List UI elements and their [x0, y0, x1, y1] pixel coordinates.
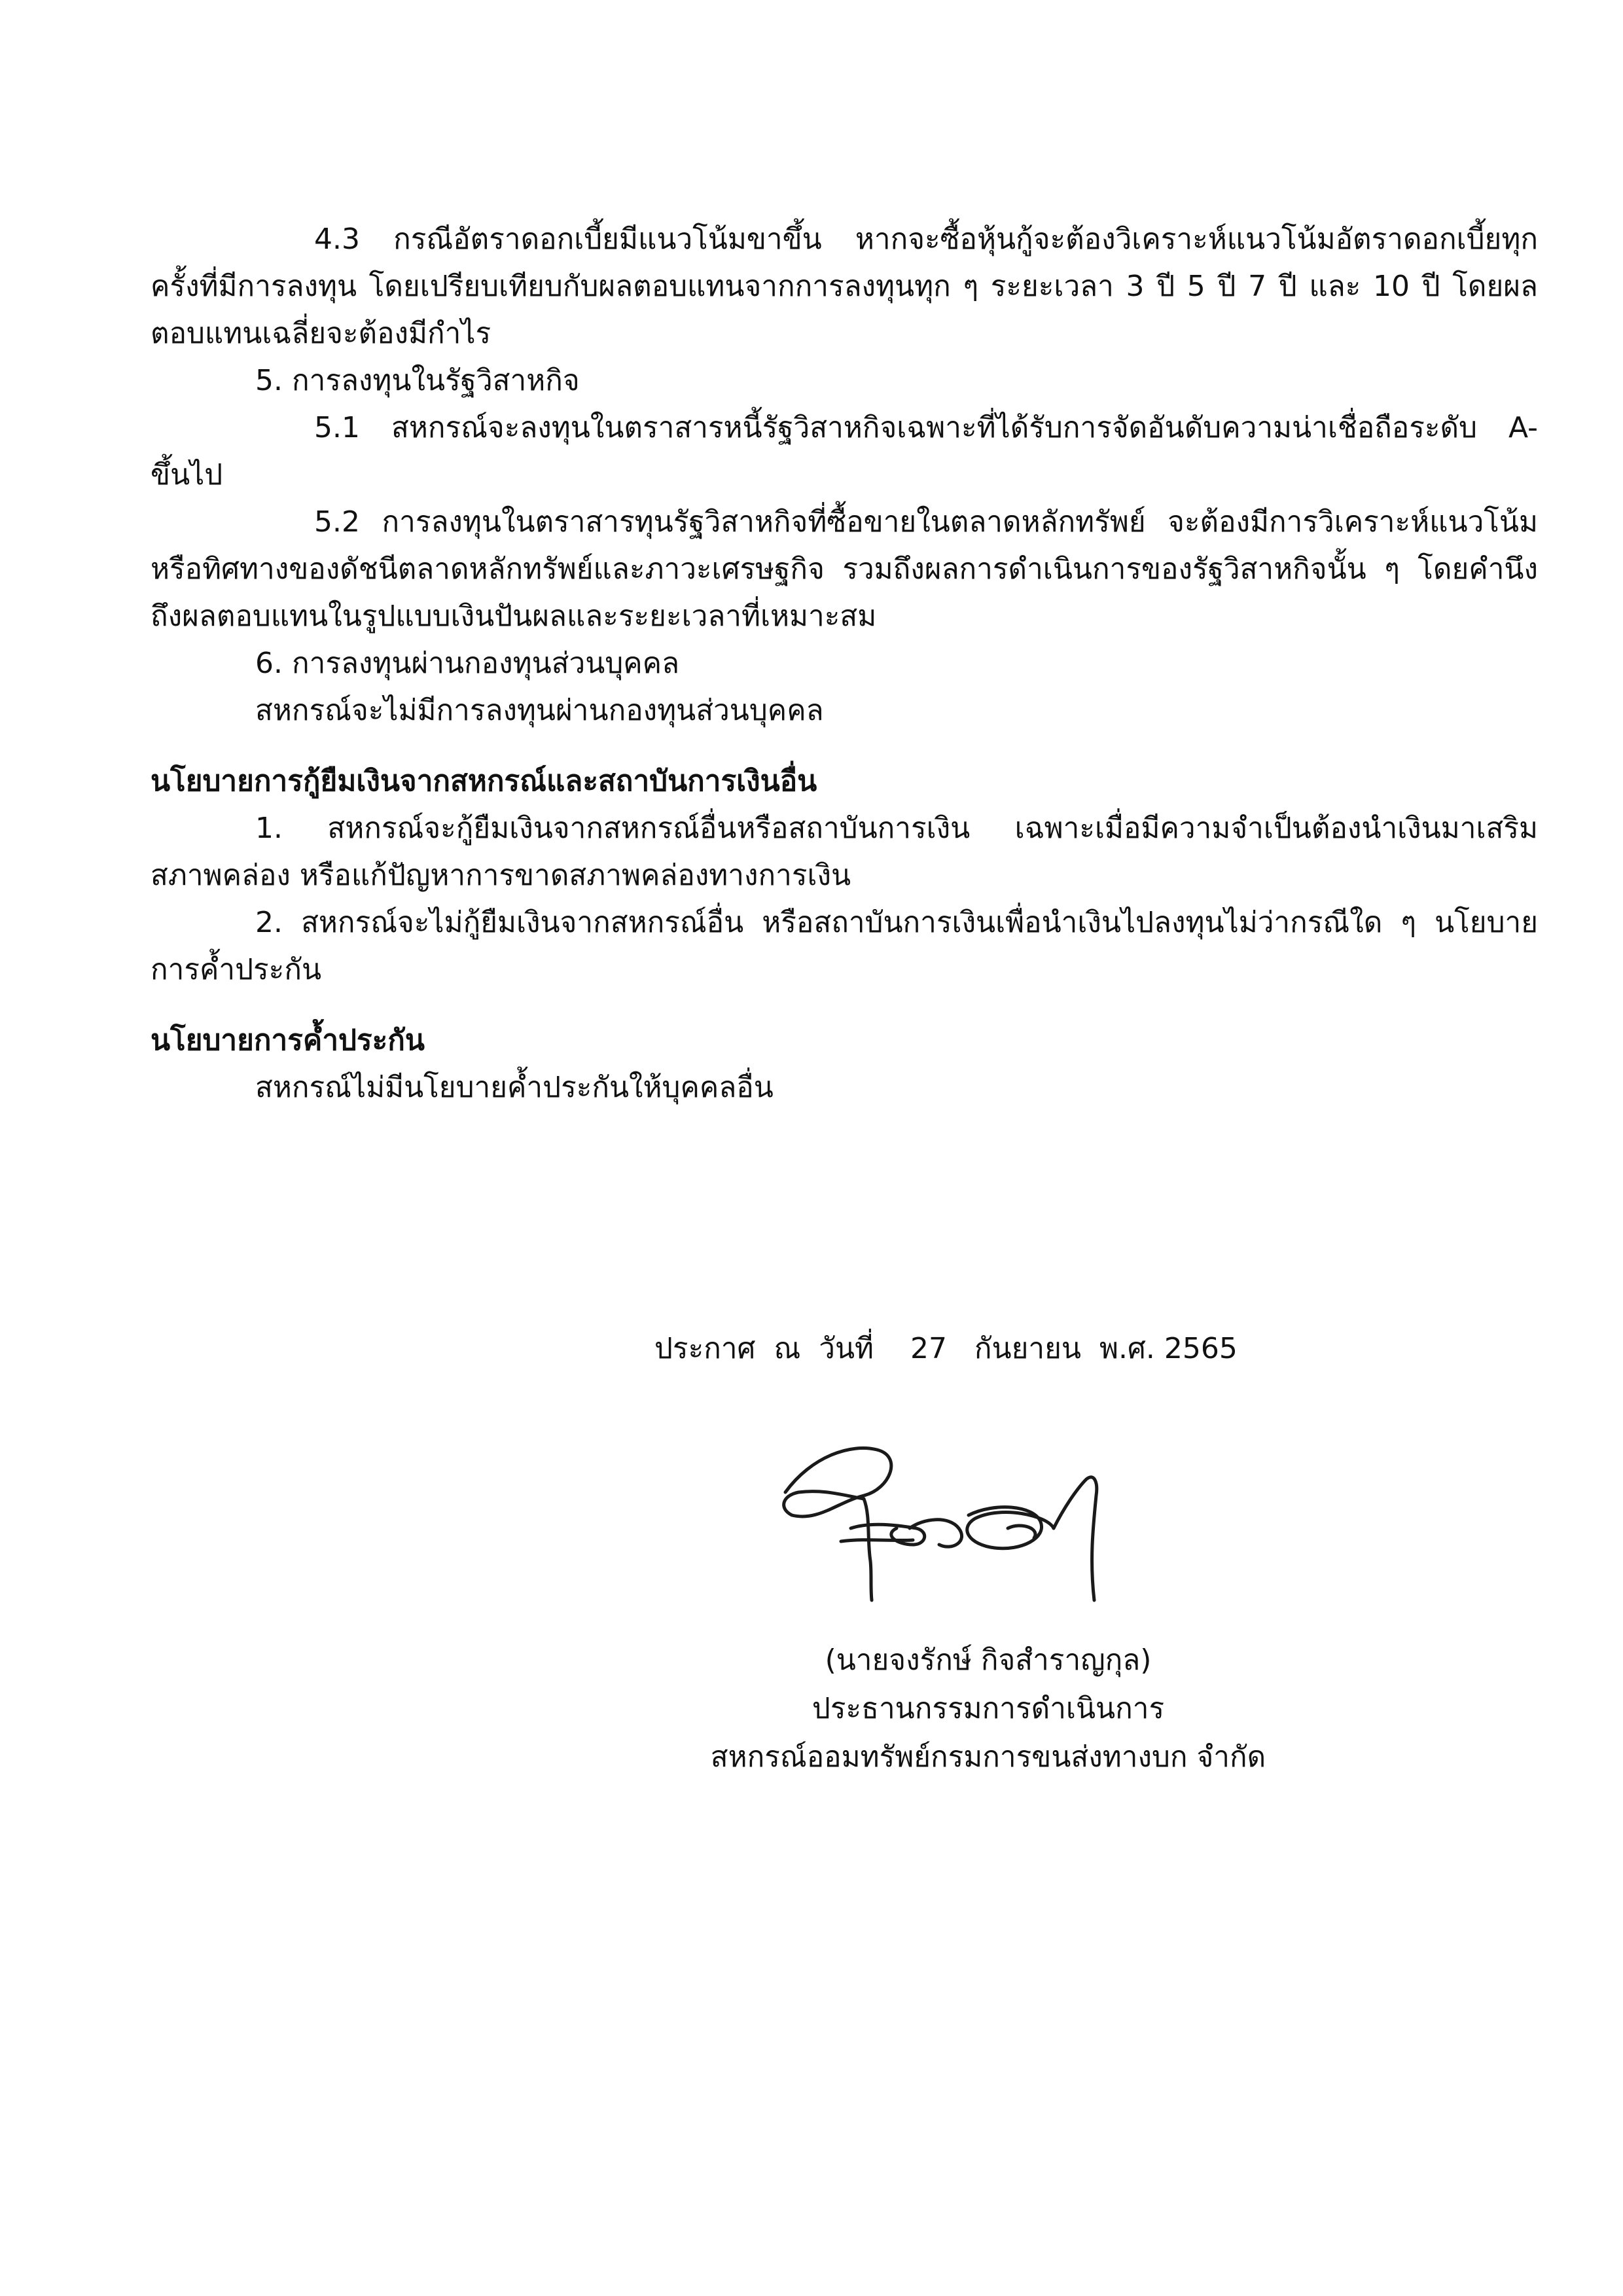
guarantee-text: สหกรณ์ไม่มีนโยบายค้ำประกันให้บุคคลอื่น: [255, 1071, 774, 1104]
clause-6: 6. การลงทุนผ่านกองทุนส่วนบุคคล: [255, 647, 680, 680]
clause-5-2: 5.2 การลงทุนในตราสารทุนรัฐวิสาหกิจที่ซื้อขายในตลาดหลักทรัพย์ จะต้องมีการวิเคราะห์แนวโน้มหรือทิศทางของดัชนีตลาดหลักทรัพย์และภาวะเศรษฐกิจ รวมถึงผลการดำเนินการของรัฐวิสาหกิจนั้น ๆ โดยคำนึงถึงผลตอบแทนในรูปแบบเงินปันผลและระยะเวลาที่เหมาะสม: [151, 505, 1538, 633]
handwritten-signature: [772, 1430, 1139, 1626]
clause-4-3: 4.3 กรณีอัตราดอกเบี้ยมีแนวโน้มขาขึ้น หากจะซื้อหุ้นกู้จะต้องวิเคราะห์แนวโน้มอัตราดอกเบี้ยทุกครั้งที่มีการลงทุน โดยเปรียบเทียบกับผลตอบแทนจากการลงทุนทุก ๆ ระยะเวลา 3 ปี 5 ปี 7 ปี และ 10 ปี โดยผลตอบแทนเฉลี่ยจะต้องมีกำไร: [151, 223, 1538, 350]
signatory-position: ประธานกรรมการดำเนินการ: [812, 1692, 1165, 1725]
announcement-date: ประกาศ ณ วันที่ 27 กันยายน พ.ศ. 2565: [654, 1332, 1238, 1365]
clause-5-1: 5.1 สหกรณ์จะลงทุนในตราสารหนี้รัฐวิสาหกิจเฉพาะที่ได้รับการจัดอันดับความน่าเชื่อถือระดับ A- ขึ้นไป: [151, 411, 1538, 492]
signatory-organization: สหกรณ์ออมทรัพย์กรมการขนส่งทางบก จำกัด: [710, 1740, 1266, 1774]
borrow-item-1: 1. สหกรณ์จะกู้ยืมเงินจากสหกรณ์อื่นหรือสถาบันการเงิน เฉพาะเมื่อมีความจำเป็นต้องนำเงินมาเสริมสภาพคล่อง หรือแก้ปัญหาการขาดสภาพคล่องทางการเงิน: [151, 812, 1538, 892]
document-body: [151, 216, 1538, 1111]
clause-5: 5. การลงทุนในรัฐวิสาหกิจ: [255, 364, 580, 397]
clause-6-text: สหกรณ์จะไม่มีการลงทุนผ่านกองทุนส่วนบุคคล: [255, 694, 824, 727]
signature-block: [687, 1636, 1289, 1782]
signatory-name: (นายจงรักษ์ กิจสำราญกุล): [825, 1643, 1152, 1677]
heading-guarantee-policy: นโยบายการค้ำประกัน: [151, 1024, 425, 1057]
borrow-item-2: 2. สหกรณ์จะไม่กู้ยืมเงินจากสหกรณ์อื่น หรือสถาบันการเงินเพื่อนำเงินไปลงทุนไม่ว่ากรณีใด ๆ นโยบายการค้ำประกัน: [151, 906, 1538, 986]
heading-borrowing-policy: นโยบายการกู้ยืมเงินจากสหกรณ์และสถาบันการเงินอื่น: [151, 764, 817, 798]
